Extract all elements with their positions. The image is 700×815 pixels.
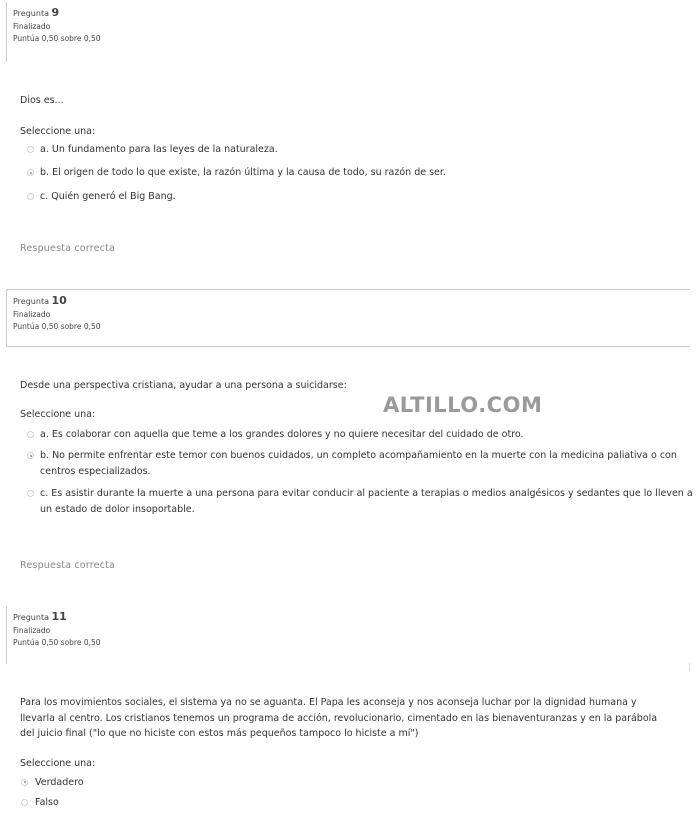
answer-option-c[interactable] [20, 189, 680, 205]
question-label: Pregunta [13, 297, 49, 306]
option-label: c. Es asistir durante la muerte a una persona para evitar conducir al paciente a terapias o medios analgésicos y sedantes que lo lleven a un estado de dolor insoportable. [40, 488, 693, 515]
question-status: Finalizado [13, 310, 51, 319]
radio-button[interactable] [21, 799, 28, 806]
feedback-text: Respuesta correcta [20, 560, 116, 571]
option-label: Verdadero [35, 776, 84, 788]
radio-button[interactable] [27, 431, 34, 438]
answer-option-b[interactable] [20, 165, 680, 181]
question-label: Pregunta [13, 613, 49, 622]
question-label: Pregunta [13, 9, 49, 18]
option-label: c. Quién generó el Big Bang. [40, 190, 176, 202]
question-number: 9 [51, 6, 60, 19]
question-text: Para los movimientos sociales, el sistema ya no se aguanta. El Papa les aconseja y nos aconseja luchar por la dignidad humana y llevarla al centro. Los cristianos tenemos un programa de acción, revolucionario, cimentado en las bienaventuranzas y en la parábola del juicio final ("lo que no hiciste con estos más pequeños tampoco lo hiciste a mí") [20, 697, 658, 739]
question-info-9 [6, 2, 690, 62]
option-label: b. El origen de todo lo que existe, la razón última y la causa de todo, su razón de ser. [40, 167, 446, 178]
question-number: 11 [51, 610, 67, 623]
option-label: a. Un fundamento para las leyes de la naturaleza. [40, 143, 278, 155]
answer-option-a[interactable] [20, 142, 680, 158]
radio-button-selected[interactable] [27, 169, 34, 176]
question-title [13, 294, 690, 309]
question-text: Dios es... [20, 95, 64, 106]
question-content-10 [20, 378, 693, 517]
select-prompt: Seleccione una: [20, 125, 96, 137]
question-info-11 [6, 606, 690, 664]
question-title [13, 6, 690, 21]
radio-button[interactable] [27, 193, 34, 200]
answer-option-true[interactable] [20, 775, 680, 791]
answer-option-b[interactable] [20, 448, 680, 479]
question-score: Puntúa 0,50 sobre 0,50 [13, 638, 101, 647]
question-score: Puntúa 0,50 sobre 0,50 [13, 322, 101, 331]
option-label: a. Es colaborar con aquella que teme a los grandes dolores y no quiere necesitar del cuidado de otro. [40, 428, 524, 440]
answer-option-false[interactable] [20, 795, 680, 811]
watermark-logo: ALTILLO.COM [383, 393, 543, 417]
option-label: Falso [35, 797, 59, 808]
question-title [13, 610, 690, 625]
select-prompt: Seleccione una: [20, 757, 96, 769]
radio-button[interactable] [27, 490, 34, 497]
question-info-10 [6, 289, 690, 347]
question-content-11 [20, 695, 680, 811]
radio-button[interactable] [27, 146, 34, 153]
question-content-9 [20, 93, 680, 204]
select-prompt: Seleccione una: [20, 408, 96, 420]
box-edge [689, 663, 690, 671]
question-score: Puntúa 0,50 sobre 0,50 [13, 34, 101, 43]
question-number: 10 [51, 294, 67, 307]
question-text: Desde una perspectiva cristiana, ayudar a una persona a suicidarse: [20, 380, 347, 391]
answer-option-a[interactable] [20, 427, 680, 443]
radio-button-selected[interactable] [27, 452, 34, 459]
option-label: b. No permite enfrentar este temor con buenos cuidados, un completo acompañamiento en la muerte con la medicina paliativa o con centros especializados. [40, 450, 677, 477]
feedback-text: Respuesta correcta [20, 243, 116, 254]
question-status: Finalizado [13, 22, 51, 31]
question-status: Finalizado [13, 626, 51, 635]
radio-button-selected[interactable] [21, 779, 28, 786]
answer-option-c[interactable] [20, 486, 695, 517]
